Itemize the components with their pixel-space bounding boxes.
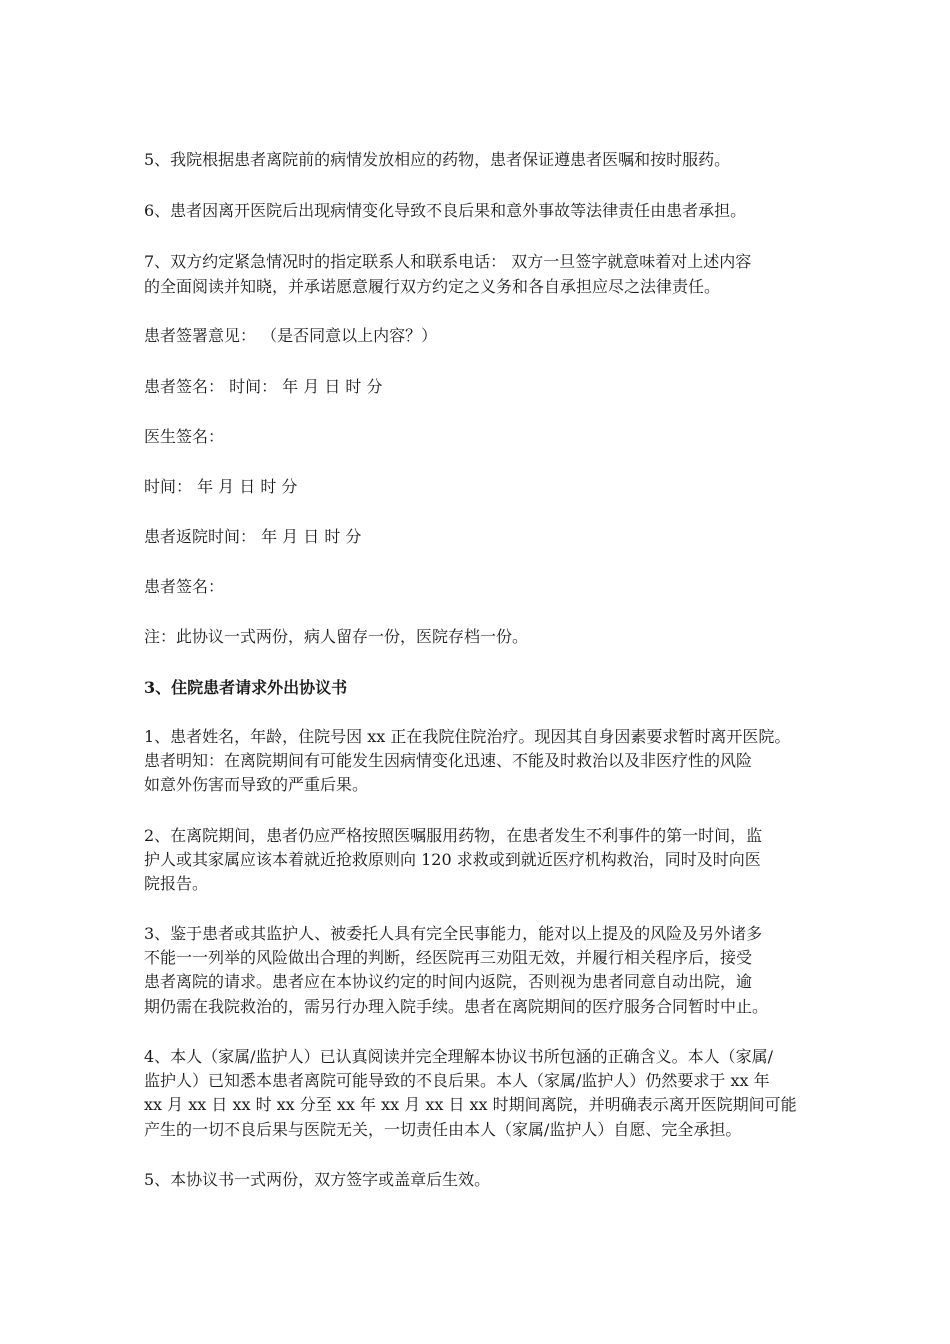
item-3-line-1: 3、鉴于患者或其监护人、被委托人具有完全民事能力，能对以上提及的风险及另外诸多	[144, 924, 763, 943]
item-4-line-4: 产生的一切不良后果与医院无关，一切责任由本人（家属/监护人）自愿、完全承担。	[144, 1120, 742, 1139]
doctor-signature-label: 医生签名：	[144, 427, 225, 446]
item-2-line-2: 护人或其家属应该本着就近抢救原则向 120 求救或到就近医疗机构救治，同时及时向医	[144, 850, 761, 869]
item-2-line-3: 院报告。	[144, 874, 209, 893]
item-5-line-1: 5、本协议书一式两份，双方签字或盖章后生效。	[144, 1170, 491, 1189]
return-signature-label: 患者签名：	[144, 577, 225, 596]
clause-5-medication: 5、我院根据患者离院前的病情发放相应的药物，患者保证遵患者医嘱和按时服药。	[144, 150, 731, 169]
item-4-line-1: 4、本人（家属/监护人）已认真阅读并完全理解本协议书所包涵的正确含义。本人（家属/	[144, 1047, 773, 1066]
item-3-line-3: 患者离院的请求。患者应在本协议约定的时间内返院，否则视为患者同意自动出院，逾	[144, 972, 753, 991]
item-1-line-1: 1、患者姓名，年龄，住院号因 xx 正在我院住院治疗。现因其自身因素要求暂时离开医院。	[144, 727, 791, 746]
item-1-line-3: 如意外伤害而导致的严重后果。	[144, 775, 369, 794]
doctor-time-label: 时间： 年 月 日 时 分	[144, 477, 298, 496]
item-3-line-4: 期仍需在我院救治的，需另行办理入院手续。患者在离院期间的医疗服务合同暂时中止。	[144, 997, 769, 1016]
item-2-line-1: 2、在离院期间，患者仍应严格按照医嘱服用药物，在患者发生不利事件的第一时间，监	[144, 826, 763, 845]
patient-signature-time: 患者签名： 时间： 年 月 日 时 分	[144, 377, 383, 396]
patient-opinion-label: 患者签署意见： （是否同意以上内容？）	[144, 326, 438, 345]
item-4-line-3: xx 月 xx 日 xx 时 xx 分至 xx 年 xx 月 xx 日 xx 时期间离院，并明确表示离开医院期间可能	[144, 1095, 797, 1114]
clause-6-liability: 6、患者因离开医院后出现病情变化导致不良后果和意外事故等法律责任由患者承担。	[144, 201, 747, 220]
clause-7-line-1: 7、双方约定紧急情况时的指定联系人和联系电话： 双方一旦签字就意味着对上述内容	[144, 252, 752, 271]
item-1-line-2: 患者明知：在离院期间有可能发生因病情变化迅速、不能及时救治以及非医疗性的风险	[144, 751, 753, 770]
copies-note: 注：此协议一式两份，病人留存一份，医院存档一份。	[144, 627, 529, 646]
section-heading: 3、住院患者请求外出协议书	[144, 678, 348, 697]
item-3-line-2: 不能一一列举的风险做出合理的判断，经医院再三劝阻无效，并履行相关程序后，接受	[144, 948, 753, 967]
return-time-label: 患者返院时间： 年 月 日 时 分	[144, 527, 362, 546]
item-4-line-2: 监护人）已知悉本患者离院可能导致的不良后果。本人（家属/监护人）仍然要求于 xx 年	[144, 1071, 770, 1090]
clause-7-line-2: 的全面阅读并知晓，并承诺愿意履行双方约定之义务和各自承担应尽之法律责任。	[144, 277, 721, 296]
